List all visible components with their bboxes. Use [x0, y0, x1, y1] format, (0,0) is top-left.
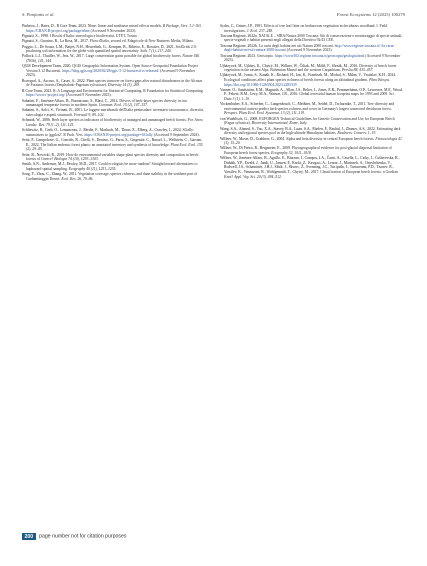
- reference-title: Phytogeographical evidence for post-glacial dispersal limitation of European beech forest species.: [224, 146, 392, 155]
- reference-journal: R Package, Vers. 3.1-163.: [162, 24, 202, 28]
- reference-journal: Biologia 74 (10), 1293–1303.: [54, 157, 99, 162]
- reference-entry: [220, 127, 403, 136]
- header-journal-name: Forest Ecosystems: [336, 12, 371, 17]
- reference-journal: Ecography 40 (11), 1251–1255.: [68, 167, 117, 172]
- reference-journal: Perspect. Plant Ecol. Evol. Systemat. 13 (2), 111–119.: [224, 111, 305, 116]
- reference-title: Geoscopio.: [256, 53, 274, 58]
- reference-title: Flora d'Italia, second ed. Edagricole di New Business Media, Milano.: [89, 39, 195, 44]
- reference-accessed: (Accessed 9 November 2023).: [90, 28, 137, 33]
- reference-entry: [22, 45, 205, 54]
- reference-title: R: A Language and Environment for Statistical Computing. R Foundation for Statistical Computing.: [53, 88, 204, 93]
- reference-title: I Boschi d'Italia: sinecologia e biodiversità. UTET, Torino.: [49, 33, 138, 38]
- reference-entry: [220, 73, 403, 87]
- reference-authors: Ujházyová, M., Ivana, S., Kanák, K., Richard, H., Jan, K., Frantisek, M., Michal, S., Milan, V., Vratislav, K.H., 2024.: [220, 73, 397, 78]
- reference-entry: [220, 117, 403, 126]
- reference-accessed: (Accessed 9 September 2024).: [153, 132, 200, 137]
- reference-title: SGally: summarizes to 'ggplot2'. R Pack. Vers.: [26, 128, 195, 137]
- reference-entry: [22, 89, 205, 98]
- reference-title: Classification of European beech forests: a Gordian Knot?: [224, 169, 398, 179]
- reference-authors: Vanner, O., Sandström, E.M., Magnath, A., Allan, J.S., Belier, J., Jones, E.R., Pommerhäms, O.P., Lawrence, M.F., Wood, P., Fekete, R.M., Levy, M.A., Watson, J.R., 2016.: [220, 87, 403, 97]
- reference-journal: J. Ecol. 237–248.: [246, 28, 274, 33]
- reference-authors: Toscana Regione, 2022a.: [220, 33, 258, 38]
- reference-authors: Rozsypal, A., Ascoso, A., Casas, A., 2022.: [22, 78, 86, 83]
- reference-title: Herb layer species as indicators of biodiversity of managed and unmanaged beech forests.: [51, 118, 187, 123]
- reference-entry: [220, 102, 403, 116]
- reference-entry: [22, 138, 205, 152]
- reference-authors: Vockenhuber, E.A., Scherber, C., Langenbruch, C., Meißner, M., Seidel, D., Tscharntke, T., 2011.: [220, 102, 367, 107]
- reference-title: Global terrestrial human footprint maps for 1993 and 2009.: [299, 92, 389, 97]
- reference-entry: [220, 24, 403, 33]
- reference-authors: Willner, W., Moser, D., Grabherr, G., 2004.: [220, 136, 286, 141]
- reference-authors: QGIS Development Team, 2020.: [22, 64, 72, 69]
- header-volume: 12 (2025) 100279: [372, 12, 405, 17]
- reference-title: Effects of tree leaf litter on herbaceous vegetation in deciduous woodland: I. Field investigations.: [224, 24, 388, 33]
- reference-title: Large conservation gains possible for global biodiversity facets.: [85, 54, 182, 59]
- reference-entry: [22, 172, 205, 181]
- reference-entry: [220, 146, 403, 155]
- reference-title: Estimating dark diversity and regional species pool in the high-altitude Himalayan habitats.: [224, 126, 401, 136]
- reference-title: Tree diversity and environmental context predict herb species richness and cover in Germany's largest connected deciduous forest.: [224, 102, 395, 111]
- reference-entry: [22, 118, 205, 127]
- reference-entry: [22, 24, 205, 33]
- reference-title: Diversity of beech forest vegetation in the eastern Alps, Bohemian Massif and the western Carpathians.: [224, 63, 397, 73]
- reference-authors: Seitz, B., Nowicki, R., 2019.: [22, 152, 66, 157]
- reference-authors: Willner, W., Di Pietro, R., Bergmeier, E., 2009.: [220, 146, 291, 151]
- reference-entry: [220, 137, 403, 146]
- reference-journal: Ecol. Res. 26, 79–86.: [61, 176, 94, 181]
- reference-entry: [22, 39, 205, 44]
- reference-entry: [220, 88, 403, 102]
- reference-title: NATALE – SIRA/Natura 2000 Toscana: Siti di conservazione e monitoraggio di specie animali, specie vegetali e habitat presenti negli allegati della Direttiva 92/43 CEE.: [224, 33, 403, 43]
- reference-link[interactable]: https://www502.regione.toscana.it/geoscopio/geologia.html: [274, 53, 365, 58]
- reference-entry: [22, 153, 205, 162]
- reference-title: Ecological conditions affect plant species richness of beech forests along an altitudinal gradient.: [224, 78, 369, 82]
- reference-authors: Pinheiro, J., Bates, D., R Core Team, 2023.: [22, 24, 87, 28]
- reference-title: EUFORGEN Technical Guidelines for Genetic Conservation and Use for European Beech (Fagus sylvatica).: [224, 116, 395, 126]
- reference-accessed: (Accessed 9 November 2023).: [224, 53, 401, 63]
- reference-authors: Ujházyová, M., Ujházy, K., Chytrý, M., Willner, W., Čiliak, M., Máliš, F., Slezák, M., 2016.: [220, 63, 359, 68]
- reference-journal: For. Snow Landsc. Res. 79 (1–2), 111–125.: [26, 118, 203, 127]
- reference-link[interactable]: https://doi.org/10.1080/11263504.2023.2285335: [224, 82, 297, 87]
- references-column-right: [220, 24, 403, 180]
- reference-journal: Biodivers. Conserv. 1–19.: [337, 131, 377, 136]
- reference-accessed: (Accessed 9 November 2023).: [65, 93, 112, 98]
- reference-journal: Ecography 32, 1011–1018.: [271, 150, 312, 155]
- reference-entry: [22, 128, 205, 137]
- reference-title: Alpha and beta diversity in central European beech forests.: [285, 136, 375, 141]
- reference-journal: Nature 546 (7656), 141–144.: [26, 54, 200, 64]
- reference-authors: Pignatti, S., 1998.: [22, 33, 49, 38]
- reference-authors: Pignatti, S., Guarino, R., La Rosa, M., 2017.: [22, 39, 89, 44]
- reference-journal: Diversity 14 (5), 269.: [107, 83, 141, 88]
- reference-authors: R Core Team, 2023.: [22, 88, 53, 93]
- reference-entry: [22, 64, 205, 78]
- reference-accessed: (Accessed 9 November 2023).: [286, 48, 333, 53]
- reference-link[interactable]: https://CRAN.R-project.org/package=GGally: [84, 132, 153, 137]
- reference-journal: Preslia 88, 435–457.: [342, 68, 374, 73]
- reference-entry: [22, 162, 205, 171]
- reference-title: La carta degli habitat nei siti Natura 2000 toscani.: [258, 43, 334, 48]
- reference-entry: [22, 79, 205, 88]
- reference-title: SoilGrids 2.0: producing soil information for the globe with quantified spatial uncertainty.: [26, 44, 197, 54]
- reference-authors: Seitz, P., Campoforte, G., Conciñs, R., Chelli, S., Denisio, G., Parra, S., Grigentie, C., Russel, L., Wellstein, C., Garrant, E., 2022.: [22, 138, 203, 147]
- reference-title: Plant species turnover on forest gaps after natural disturbances in the Alcazar de Fraxinus forests (Omphalodo-Fagetum sylvaticae).: [26, 78, 203, 88]
- reference-entry: [220, 64, 403, 73]
- running-header: [22, 12, 405, 22]
- reference-journal: Plant Ecol. Evol. 155 (2), 29–45.: [26, 142, 203, 152]
- reference-accessed: (Accessed 9 November 2023).: [26, 68, 196, 78]
- reference-entry: [220, 54, 403, 63]
- reference-authors: Smith, A.N., Anderson, M.J., Pawley, M.D., 2017.: [22, 162, 98, 167]
- references-column-left: [22, 24, 205, 182]
- reference-title: QGIS Geographic Information System. Open Source Geospatial Foundation Project Version 3.12 Bucuresti.: [26, 64, 199, 73]
- reference-entry: [220, 44, 403, 53]
- reference-authors: Sabatini, F., Jiménez-Alfaro, B., Burrascano, S., Blasi, C., 2014.: [22, 98, 119, 103]
- reference-entry: [22, 54, 205, 63]
- reference-entry: [22, 99, 205, 108]
- reference-title: How do environmental variables shape plant species diversity and composition in beech forests of Greece?: [26, 152, 199, 162]
- reference-authors: Willner, W., Jiménez-Alfaro, B., Agrillo, E., Biurrun, I., Campos, J.A., Čarni, A., Casella, L., Csiky, J., Ćušterevska, R., Didukh, Y.P., Ewald, J., Jandt, U., Jansen, F., Kacki, Z., Kavgaci, A., Lenoir, J., Marinsek, A., Onyshchenko, V., Rodwell, J.S., Schaminée, J.H.J., Šibík, J., Škvorc, Ž., Svenning, J.C., Tsiripidis, I., Turtureanu, P.D., Tzonev, R., Vassilev, K., Venanzoni, R., Wohlgemuth, T., Chytrý, M., 2017.: [220, 156, 400, 174]
- reference-entry: [220, 156, 403, 179]
- reference-title: Drivers of herb-layer species diversity in two unmanaged temperate forests in northern Spain.: [26, 98, 188, 108]
- reference-authors: Toscana Regione, 2022b.: [220, 43, 258, 48]
- reference-authors: Poggio, L., De Sousa, L.M., Batjes, N.H., Heuvelink, G., Kempen, B., Ribeiro, E., Rossiter, D., 2021.: [22, 44, 175, 49]
- reference-link[interactable]: https://blog.qgis.org/2020/02/28/qgis-3-12-bucuresti-is-released/: [62, 68, 160, 73]
- reference-entry: [22, 108, 205, 117]
- header-journal-info: [337, 12, 405, 17]
- reference-link[interactable]: https://CRAN.R-project.org/package/nlme: [26, 28, 90, 33]
- reference-journal: Commun. Ecol. 15 (2), 147–157.: [98, 103, 148, 108]
- reference-title: Nlme: linear and nonlinear mixed effects models.: [87, 24, 162, 28]
- reference-authors: Toscana Regione, 2023.: [220, 53, 256, 58]
- reference-authors: von Wuehlisch, G., 2008.: [220, 116, 259, 121]
- reference-title: Could ecologists be more random? Straightforward alternatives to haphazard spatial sampling.: [26, 162, 198, 172]
- reference-authors: Sabatini, S., Solci, S., Vicinati, B., 2001.: [22, 108, 83, 113]
- reference-journal: Forestali 9, 89–102.: [73, 113, 105, 118]
- reference-journal: Bioversity International, Rome, Italy.: [251, 121, 308, 126]
- page-footer: [22, 533, 127, 542]
- reference-authors: Pollock, L.J., Thuiller, W., Jetz, W., 2017.: [22, 54, 85, 59]
- reference-entry: [220, 34, 403, 43]
- footer-text: page number not for citation purposes: [39, 533, 127, 540]
- reference-journal: Fitosociologia 41 (1), 15–20.: [224, 136, 402, 146]
- reference-authors: Wang, S.A., Ahmed, S., Yao, X.A., Stavey, B.A., Luan, S.A., Ebelen, F., Rashid, J., Zhanov, A.S., 2022.: [220, 126, 376, 131]
- reference-authors: Song, Y., Zhou, C., Zhang, W., 2011.: [22, 172, 78, 177]
- reference-journal: Plant Biosyst.: [369, 78, 390, 82]
- reference-journal: Appl. Veg. Sci. 20 (3), 494–512.: [234, 174, 282, 179]
- reference-authors: Sydes, C., Grime, J.P., 1981.: [220, 24, 263, 28]
- reference-title: Vegetation coverage, species richness, and dune stability in the southern part of Gurbantünggüt Desert.: [26, 172, 198, 181]
- reference-journal: Soils 7 (1), 217–240.: [140, 49, 172, 54]
- reference-entry: [22, 34, 205, 39]
- reference-link[interactable]: https://www.r-project.org/: [26, 93, 65, 98]
- reference-link[interactable]: http://www.regione.toscana.it/-/la-carta-degli-habitat-nei-siti-natura-2000-toscani: [224, 43, 395, 53]
- page-number-badge: 200: [22, 533, 36, 540]
- reference-authors: Schmidt, W., 2006.: [22, 118, 51, 123]
- reference-authors: Schliewitz, R., Greb, O., Lemanceau, J., Bèrdie, F., Marbach, M., Thuus, E., Elberg, A., Crawley, J., 2024.: [22, 128, 182, 133]
- reference-title: The Italian endemic forest plants: an annotated inventory and synthesis of knowledge.: [40, 142, 170, 147]
- reference-journal: Sci. Data 3 (1), 1–10.: [224, 92, 395, 101]
- header-authors: S. Panfantis et al.: [22, 12, 55, 17]
- reference-title: Le faggete meridionali dell'Italia peninsulare: inventario tassonomico, diversità, sinecologia e aspetti strutturali.: [26, 108, 204, 118]
